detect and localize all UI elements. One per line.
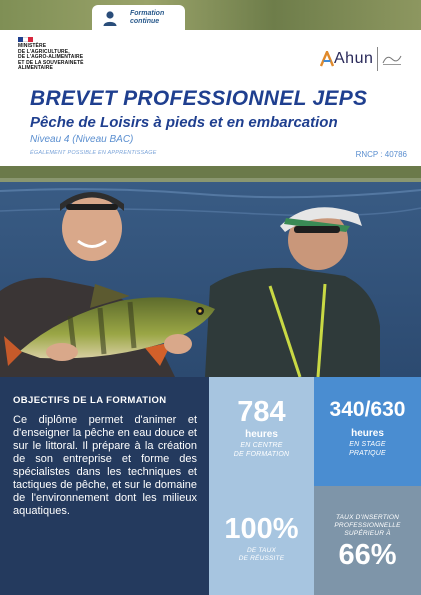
stat-value: 100% [224,513,299,545]
ahun-logo-word: Ahun [334,50,374,67]
rncp-code: RNCP : 40786 [355,150,407,159]
stat-label-line: PRATIQUE [349,449,386,457]
stat-label-line: DE RÉUSSITE [238,555,285,562]
stat-success-rate [209,486,314,595]
stat-label [239,547,285,563]
stat-label-line: PROFESSIONNELLE [334,522,401,529]
top-landscape-strip [0,0,421,30]
stat-unit: heures [245,429,278,440]
page-title: BREVET PROFESSIONNEL JEPS [30,87,368,110]
objectives-title: OBJECTIFS DE LA FORMATION [13,395,167,406]
partner-logo-icon [381,52,403,66]
formation-tag-text [130,10,164,26]
ministry-logo [18,37,84,72]
french-flag-icon [18,37,33,42]
stat-label-line: DE FORMATION [233,450,290,458]
objectives-text: Ce diplôme permet d'animer et d'enseigner la pêche en eau douce et sur le littoral. Il prépare à la création de son entreprise et forme des spécialistes dans les techniques et tactiques de pêche, et sur le domaine de l'environnement dont les milieux aquatiques. [13,414,197,517]
fishermen-with-perch-image [0,166,421,377]
stat-value: 784 [237,396,286,428]
stat-value: 66% [338,539,397,571]
stat-label [234,442,290,459]
stat-label-line: EN STAGE [349,441,386,448]
logo-divider [377,47,378,71]
ministry-line: DE L'AGRICULTURE, [18,48,70,55]
stat-internship-hours [314,377,421,486]
ministry-line: MINISTÈRE [18,43,47,49]
stat-label [349,441,386,458]
objectives-panel [0,377,209,595]
logo-side-mark [381,52,405,67]
user-icon [102,10,118,26]
page-subtitle: Pêche de Loisirs à pieds et en embarcation [30,114,338,131]
stat-label-line: SUPÉRIEUR À [344,530,391,537]
ahun-logo [320,47,405,71]
stat-label [334,514,400,538]
header [0,30,421,166]
ministry-line: DE L'AGRO-ALIMENTAIRE [18,54,84,61]
stat-centre-hours [209,377,314,486]
formation-type-tag [92,5,185,30]
hero-photo [0,166,421,377]
formation-tag-line: Formation [130,9,165,17]
ministry-name [18,44,84,72]
stat-value: 340/630 [329,398,406,421]
diploma-level: Niveau 4 (Niveau BAC) [30,134,134,145]
ahun-logo-mark-icon [320,51,334,67]
formation-tag-line: continue [130,17,160,25]
apprenticeship-note: ÉGALEMENT POSSIBLE EN APPRENTISSAGE [30,150,157,156]
ministry-line: ALIMENTAIRE [18,65,53,72]
ministry-line: ET DE LA SOUVERAINETÉ [18,59,84,66]
stat-label-line: DE TAUX [246,547,277,554]
stat-label-line: TAUX D'INSERTION [335,514,400,521]
stat-insertion-rate [314,486,421,595]
stat-unit: heures [351,428,384,439]
stat-label-line: EN CENTRE [240,442,283,449]
